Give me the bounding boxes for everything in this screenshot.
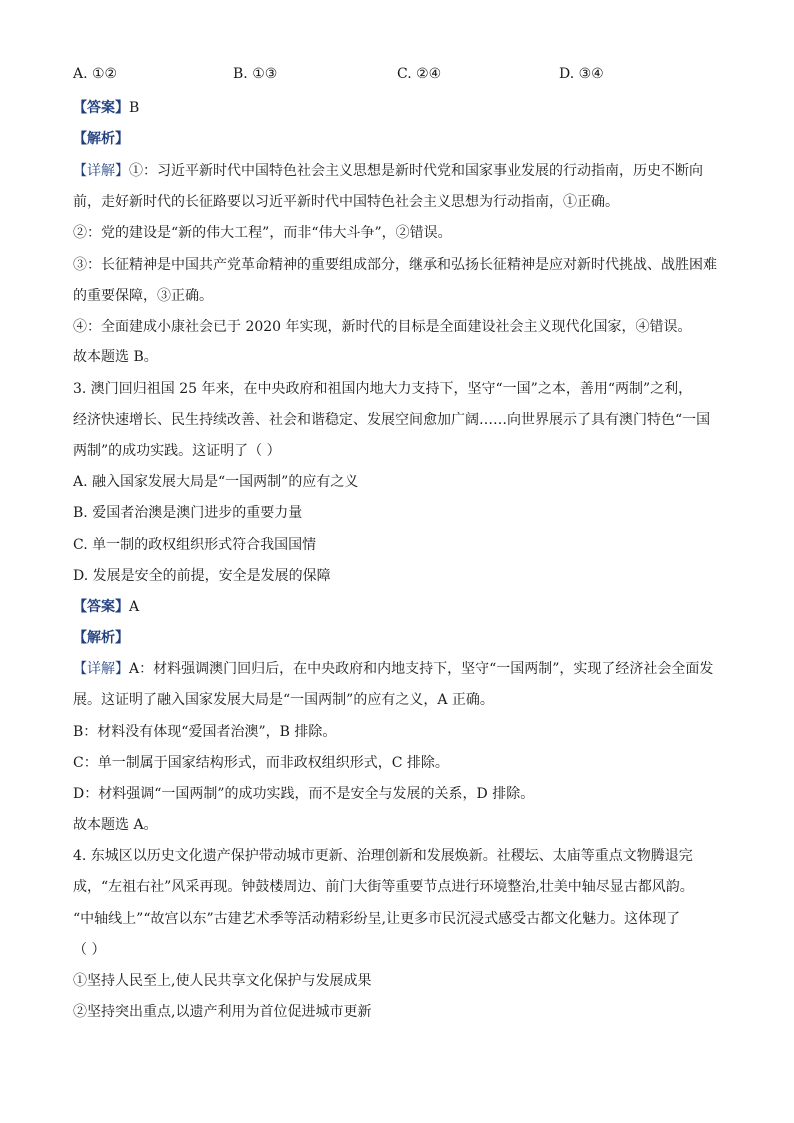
detail-tag: 【详解】 xyxy=(73,661,129,677)
q3-detail-line-5: D：材料强调“一国两制”的成功实践，而不是安全与发展的关系，D 排除。 xyxy=(73,786,535,802)
answer-value: A xyxy=(129,599,140,615)
q2-options xyxy=(73,66,723,86)
q3-detail-line-3: B：材料没有体现“爱国者治澳”，B 排除。 xyxy=(73,724,337,740)
q4-stem-line-4: （ ） xyxy=(73,942,106,958)
q2-option-a: A. ①② xyxy=(73,66,118,82)
q3-detail-line-2: 展。这证明了融入国家发展大局是“一国两制”的应有之义，A 正确。 xyxy=(73,692,494,708)
q4-stem-line-3: “中轴线上”“故宫以东”古建艺术季等活动精彩纷呈,让更多市民沉浸式感受古都文化魅力。这体现了 xyxy=(73,911,681,927)
q3-option-a: A. 融入国家发展大局是“一国两制”的应有之义 xyxy=(73,474,359,490)
q3-option-c: C. 单一制的政权组织形式符合我国国情 xyxy=(73,537,317,553)
answer-tag: 【答案】 xyxy=(73,100,129,116)
q2-conclusion: 故本题选 B。 xyxy=(73,349,158,365)
q2-detail-line-3: ②：党的建设是“新的伟大工程”，而非“伟大斗争”，②错误。 xyxy=(73,225,452,241)
q3-stem-line-2: 经济快速增长、民生持续改善、社会和谐稳定、发展空间愈加广阔……向世界展示了具有澳门特色“一国 xyxy=(73,412,711,428)
q4-stem-line-2: 成，“左祖右社”风采再现。钟鼓楼周边、前门大街等重要节点进行环境整治,壮美中轴尽显古都风韵。 xyxy=(73,879,694,895)
q2-detail-line-1 xyxy=(73,162,723,180)
analysis-tag: 【解析】 xyxy=(73,131,129,147)
q3-analysis-heading xyxy=(73,629,723,647)
q2-option-d: D. ③④ xyxy=(559,66,604,82)
q3-option-b: B. 爱国者治澳是澳门进步的重要力量 xyxy=(73,505,303,521)
q3-stem-line-1: 3. 澳门回归祖国 25 年来，在中央政府和祖国内地大力支持下，坚守“一国”之本，善用“两制”之利， xyxy=(73,381,693,397)
q2-detail-line-5: 的重要保障，③正确。 xyxy=(73,288,213,304)
q2-option-c: C. ②④ xyxy=(397,66,442,82)
q3-detail-line-4: C：单一制属于国家结构形式，而非政权组织形式，C 排除。 xyxy=(73,755,449,771)
detail-text: A：材料强调澳门回归后，在中央政府和内地支持下，坚守“一国两制”，实现了经济社会全面发 xyxy=(129,661,714,677)
q3-conclusion: 故本题选 A。 xyxy=(73,817,158,833)
q3-answer xyxy=(73,598,723,616)
q2-detail-line-6: ④：全面建成小康社会已于 2020 年实现，新时代的目标是全面建设社会主义现代化国家，④错误。 xyxy=(73,319,692,335)
q2-answer xyxy=(73,99,723,117)
answer-tag: 【答案】 xyxy=(73,599,129,615)
q2-analysis-heading xyxy=(73,130,723,148)
q4-item-2: ②坚持突出重点,以遗产利用为首位促进城市更新 xyxy=(73,1004,372,1020)
q2-option-b: B. ①③ xyxy=(233,66,278,82)
analysis-tag: 【解析】 xyxy=(73,630,129,646)
q3-option-d: D. 发展是安全的前提，安全是发展的保障 xyxy=(73,568,331,584)
q3-stem-line-3: 两制”的成功实践。这证明了（ ） xyxy=(73,443,281,459)
detail-text: ①：习近平新时代中国特色社会主义思想是新时代党和国家事业发展的行动指南，历史不断向 xyxy=(129,163,703,179)
q3-detail-line-1 xyxy=(73,660,723,678)
q2-detail-line-4: ③：长征精神是中国共产党革命精神的重要组成部分，继承和弘扬长征精神是应对新时代挑战、战胜困难 xyxy=(73,257,717,273)
q4-item-1: ①坚持人民至上,使人民共享文化保护与发展成果 xyxy=(73,973,372,989)
q4-stem-line-1: 4. 东城区以历史文化遗产保护带动城市更新、治理创新和发展焕新。社稷坛、太庙等重点文物腾退完 xyxy=(73,848,693,864)
q2-detail-line-2: 前，走好新时代的长征路要以习近平新时代中国特色社会主义思想为行动指南，①正确。 xyxy=(73,194,619,210)
detail-tag: 【详解】 xyxy=(73,163,129,179)
answer-value: B xyxy=(129,100,140,116)
